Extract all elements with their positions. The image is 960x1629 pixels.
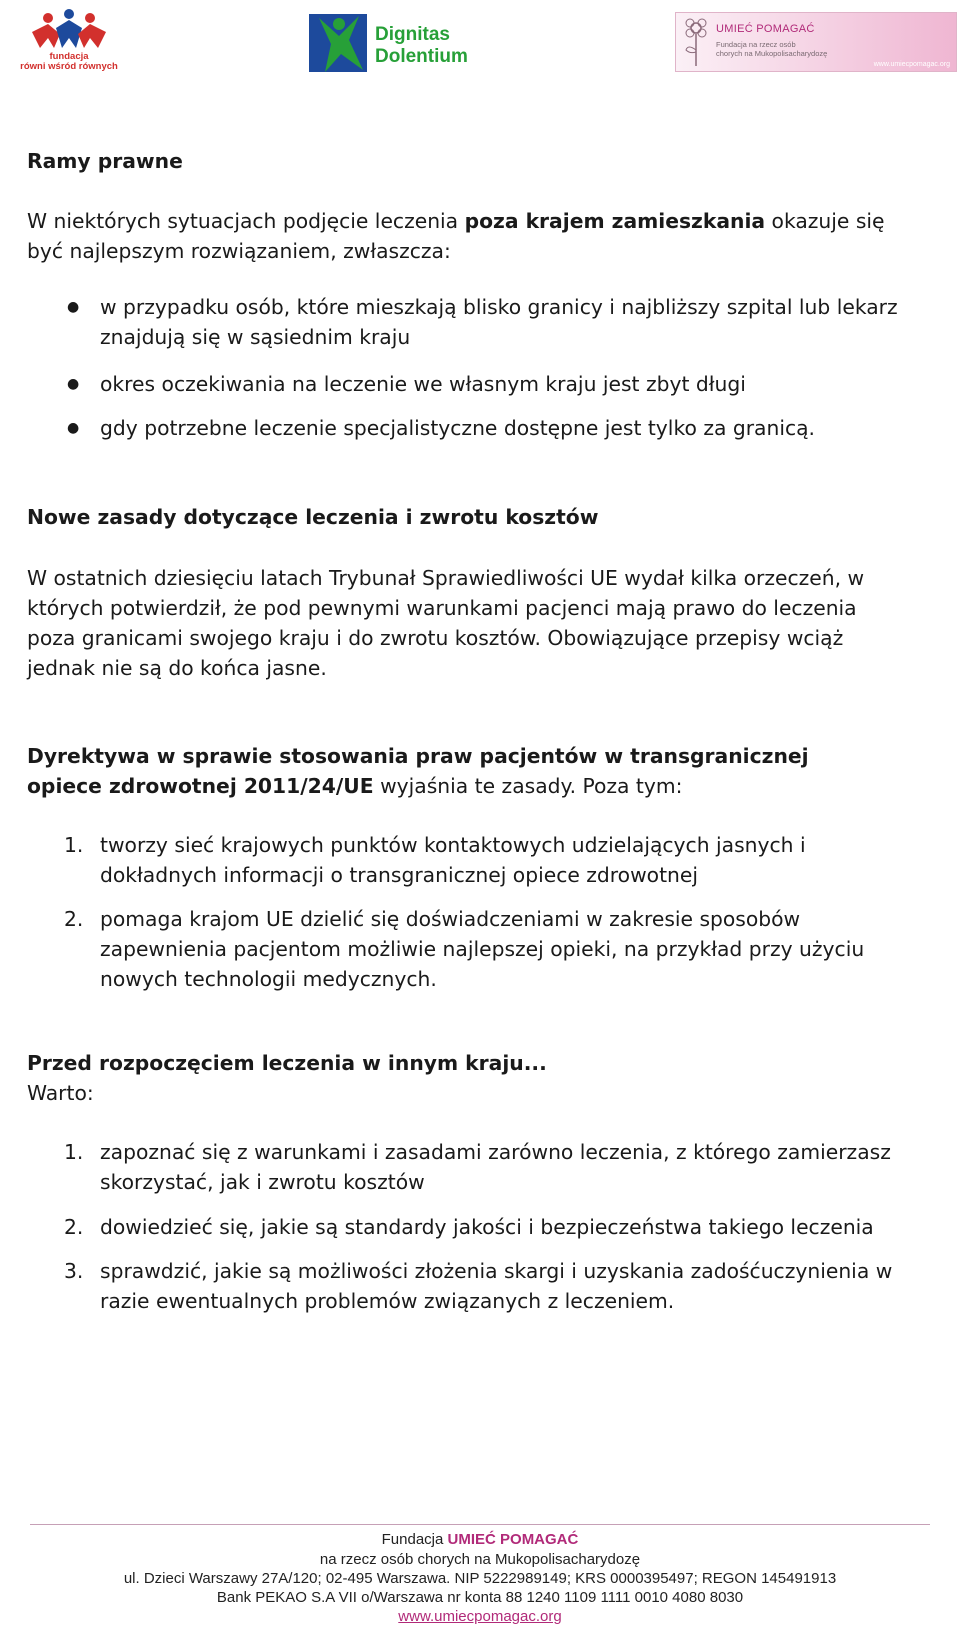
list-number: 2.	[64, 1215, 84, 1239]
list-item-2-line1: dowiedzieć się, jakie są standardy jakości i bezpieczeństwa takiego leczenia	[100, 1215, 874, 1239]
list-item-1-line1: tworzy sieć krajowych punktów kontaktowych udzielających jasnych i	[100, 833, 806, 857]
section2-line: poza granicami swojego kraju i do zwrotu kosztów. Obowiązujące przepisy wciąż	[27, 626, 844, 650]
dignitas-dolentium-logo	[305, 10, 480, 76]
footer-website-row	[0, 1607, 960, 1626]
foundation-logo-left	[10, 8, 128, 74]
bullet-icon: ●	[67, 376, 80, 392]
bullet-item-3: gdy potrzebne leczenie specjalistyczne dostępne jest tylko za granicą.	[100, 416, 815, 440]
flower-logo-icon	[678, 14, 714, 70]
heading-przed-rozpoczeciem: Przed rozpoczęciem leczenia w innym kraju...	[27, 1051, 547, 1075]
section1-intro-line1	[27, 206, 957, 236]
footer-bank: Bank PEKAO S.A VII o/Warszawa nr konta 88 1240 1109 1111 0010 4080 8030	[216, 1589, 744, 1606]
section2-line: W ostatnich dziesięciu latach Trybunał Sprawiedliwości UE wydał kilka orzeczeń, w	[27, 566, 865, 590]
logo-right-title: UMIEĆ POMAGAĆ	[716, 23, 815, 35]
list-item-3-line1: sprawdzić, jakie są możliwości złożenia skargi i uzyskania zadośćuczynienia w	[100, 1259, 893, 1283]
bullet-item-1-line2: znajdują się w sąsiednim kraju	[100, 325, 411, 349]
logo-center-text-line2: Dolentium	[375, 46, 468, 67]
list-number: 2.	[64, 907, 84, 931]
logo-left-text-line2: równi wśród równych	[20, 61, 118, 72]
bullet-icon: ●	[67, 299, 80, 315]
people-figures-logo-icon	[10, 8, 128, 52]
list-item-2-line3: nowych technologii medycznych.	[100, 967, 437, 991]
logo-right-sub-line2: chorych na Mukopolisacharydozę	[716, 49, 828, 58]
logo-center-text-line1: Dignitas	[375, 24, 450, 45]
list-item-2-line1: pomaga krajom UE dzielić się doświadczeniami w zakresie sposobów	[100, 907, 801, 931]
footer-line2: na rzecz osób chorych na Mukopolisacharydozę	[319, 1551, 641, 1568]
green-figure-logo-icon	[305, 10, 375, 76]
list-item-1-line2: skorzystać, jak i zwrotu kosztów	[100, 1170, 425, 1194]
subheading-warto: Warto:	[27, 1081, 94, 1105]
section2-line: jednak nie są do końca jasne.	[27, 656, 327, 680]
section2-line: których potwierdził, że pod pewnymi warunkami pacjenci mają prawo do leczenia	[27, 596, 857, 620]
list-item-1-line1: zapoznać się z warunkami i zasadami zarówno leczenia, z którego zamierzasz	[100, 1140, 891, 1164]
list-item-1-line2: dokładnych informacji o transgranicznej opiece zdrowotnej	[100, 863, 699, 887]
logo-right-url: www.umiecpomagac.org	[873, 61, 950, 68]
footer-foundation-name: UMIEĆ POMAGAĆ	[447, 1531, 579, 1548]
list-item-3-line2: razie ewentualnych problemów związanych z leczeniem.	[100, 1289, 675, 1313]
footer-address: ul. Dzieci Warszawy 27A/120; 02-495 Warszawa. NIP 5222989149; KRS 0000395497; REGON 145491913	[123, 1570, 837, 1587]
heading-nowe-zasady: Nowe zasady dotyczące leczenia i zwrotu kosztów	[27, 505, 599, 529]
directive-rest: wyjaśnia te zasady. Poza tym:	[373, 774, 683, 798]
bullet-icon: ●	[67, 420, 80, 436]
list-item-2-line2: zapewnienia pacjentom możliwie najlepszej opieki, na przykład przy użyciu	[100, 937, 865, 961]
footer-divider	[30, 1524, 930, 1525]
heading-ramy-prawne: Ramy prawne	[27, 149, 183, 173]
logo-right-sub-line1: Fundacja na rzecz osób	[716, 40, 796, 49]
section3-heading-line2	[27, 771, 957, 801]
footer-line1	[0, 1530, 960, 1549]
intro-text-bold: poza krajem zamieszkania	[464, 209, 766, 233]
umiec-pomagac-logo	[675, 12, 957, 72]
logo-left-text-line1: fundacja	[49, 51, 89, 62]
intro-text-before: W niektórych sytuacjach podjęcie leczenia	[27, 209, 465, 233]
section1-intro-line2: być najlepszym rozwiązaniem, zwłaszcza:	[27, 239, 451, 263]
list-number: 1.	[64, 833, 84, 857]
heading-dyrektywa: Dyrektywa w sprawie stosowania praw pacjentów w transgranicznej	[27, 744, 809, 768]
intro-text-after: okazuje się	[765, 209, 885, 233]
footer-website-link[interactable]: www.umiecpomagac.org	[398, 1608, 562, 1625]
list-number: 1.	[64, 1140, 84, 1164]
list-number: 3.	[64, 1259, 84, 1283]
bullet-item-2: okres oczekiwania na leczenie we własnym kraju jest zbyt długi	[100, 372, 746, 396]
footer-prefix: Fundacja	[381, 1531, 448, 1548]
directive-name: opiece zdrowotnej 2011/24/UE	[27, 774, 374, 798]
bullet-item-1-line1: w przypadku osób, które mieszkają blisko granicy i najbliższy szpital lub lekarz	[100, 295, 898, 319]
